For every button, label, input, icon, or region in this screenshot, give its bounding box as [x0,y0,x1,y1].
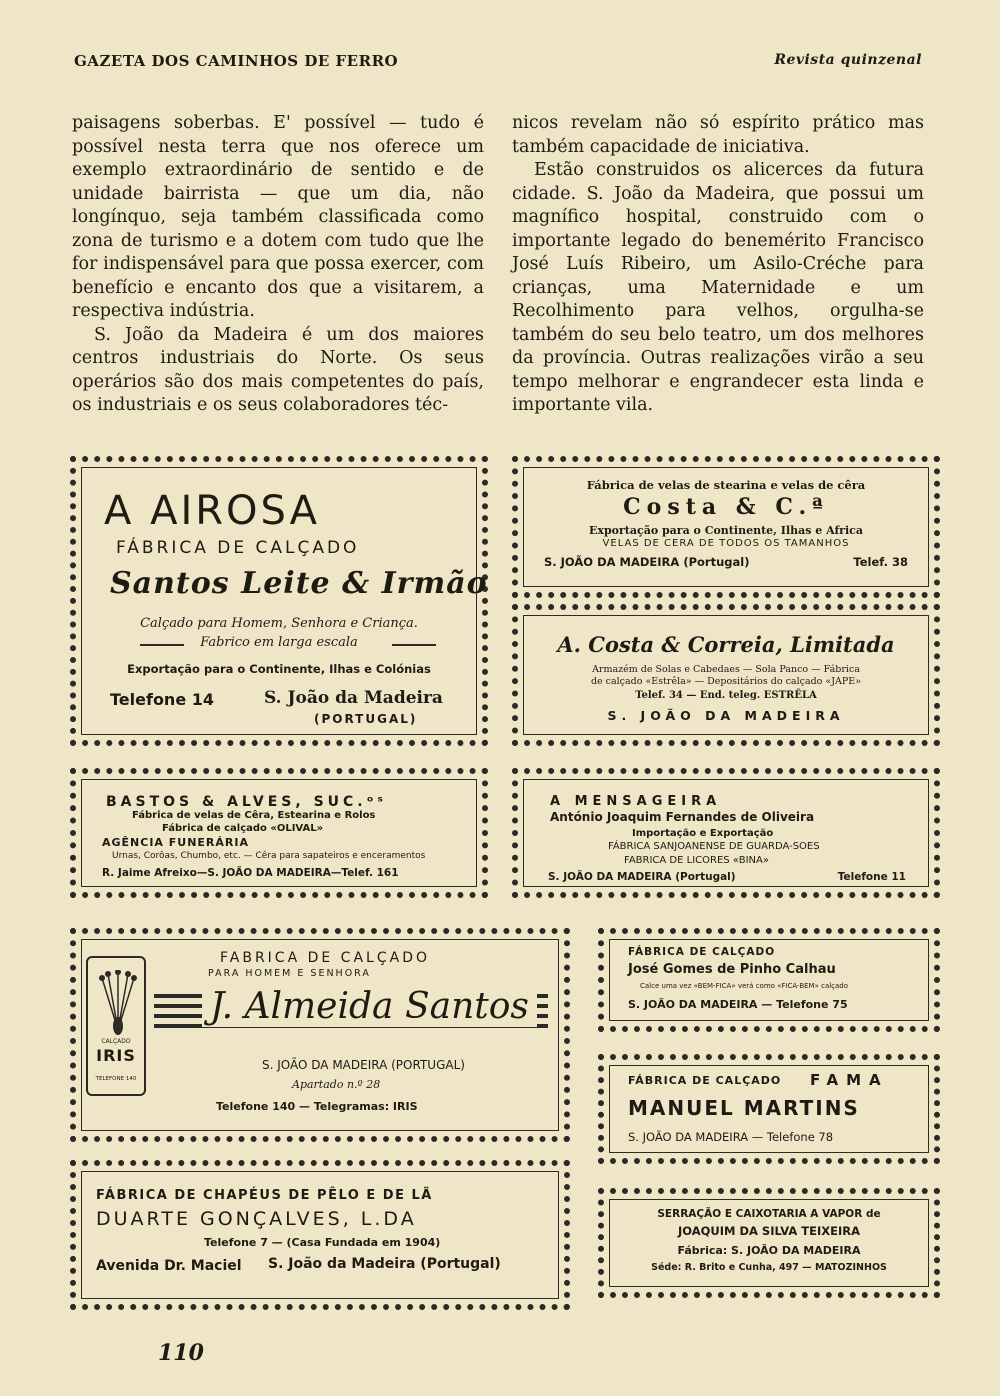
ad-line: Séde: R. Brito e Cunha, 497 — MATOZINHOS [651,1262,887,1273]
ad-brand-name: MANUEL MARTINS [628,1096,860,1120]
ad-city: S. JOÃO DA MADEIRA (Portugal) [544,555,750,569]
ad-line: Fábrica: S. JOÃO DA MADEIRA [677,1244,861,1257]
ad-line: FÁBRICA DE CALÇADO [628,1074,782,1087]
ad-brand-name: A MENSAGEIRA [550,794,722,809]
ad-brand-name: BASTOS & ALVES, SUC.ᵒˢ [106,794,387,810]
ad-costa-correia [512,604,940,746]
ad-bastos-alves [70,768,488,898]
ad-line: Armazém de Solas e Cabedaes — Sola Panco — Fábrica [592,664,860,675]
ad-city: S. JOÃO DA MADEIRA — Telefone 75 [628,998,848,1011]
ad-line: SERRAÇÃO E CAIXOTARIA A VAPOR de [657,1208,881,1220]
ad-line: Fábrica de velas de Cêra, Estearina e Rolos [132,810,376,821]
ad-line: Exportação para o Continente, Ilhas e Africa [589,524,863,537]
ad-country: (PORTUGAL) [314,712,418,726]
ad-brand: FAMA [810,1071,889,1089]
logo-brand: IRIS [96,1046,136,1065]
ad-brand-name: A. Costa & Correia, Limitada [557,632,895,657]
ad-owner: Santos Leite & Irmão [110,566,488,601]
ad-city: S. JOÃO DA MADEIRA [607,708,845,723]
ad-city: S. JOÃO DA MADEIRA (PORTUGAL) [262,1058,465,1072]
ad-line: AGÊNCIA FUNERÁRIA [102,836,249,849]
ad-line: FÁBRICA DE CALÇADO [628,946,776,958]
ad-pinho-calhau [598,928,940,1032]
ad-fama [598,1054,940,1164]
article-paragraph: Estão construidos os alicerces da futura cidade. S. João da Madeira, que possui um magnífico hospital, construido com o importante legado do benemérito Francisco José Luís Ribeiro, um Asilo-Créche para crianças, uma Maternidade e um Recolhimento para velhos, orgulha-se também do seu belo teatro, um dos melhores da província. Outras realizações virão a seu tempo melhorar e engrandecer esta linda e importante vila. [512,160,924,415]
logo-caption: TELEFONE 140 [95,1076,137,1082]
ad-export: Exportação para o Continente, Ilhas e Colónias [127,662,431,676]
peacock-icon [98,970,138,1040]
ad-line: Telefone 7 — (Casa Fundada em 1904) [204,1236,441,1249]
ad-brand-name: José Gomes de Pinho Calhau [628,962,836,977]
article-paragraph: S. João da Madeira é um dos maiores centros industriais do Norte. Os seus operários são dos mais competentes do país, os industriais e os seus colaboradores téc- [72,324,484,415]
ad-type: FÁBRICA DE CALÇADO [116,538,360,558]
ad-city: S. JOÃO DA MADEIRA — Telefone 78 [628,1130,834,1144]
ad-line: Calçado para Homem, Senhora e Criança. [140,616,418,631]
ad-brand-name: DUARTE GONÇALVES, L.DA [96,1208,417,1230]
iris-logo [86,956,146,1096]
ad-silva-teixeira [598,1188,940,1298]
ad-po-box: Apartado n.º 28 [292,1078,381,1091]
ad-a-mensageira [512,768,940,898]
article-column-left [72,112,484,418]
page-number: 110 [158,1340,204,1366]
logo-caption: CALÇADO [101,1038,131,1045]
ad-line: Fabrico em larga escala [200,635,358,650]
ad-duarte-goncalves [70,1160,570,1310]
ad-line: Calce uma vez «BEM-FICA» verá como «FICA-BEM» calçado [640,982,849,990]
ad-city: S. João da Madeira [264,688,443,708]
ad-address: Avenida Dr. Maciel [96,1258,242,1274]
ad-line: FÁBRICA DE CHAPÉUS DE PÊLO E DE LÃ [96,1188,433,1203]
article-paragraph: nicos revelam não só espírito prático mas também capacidade de iniciativa. [512,113,924,157]
ad-line: PARA HOMEM E SENHORA [208,968,371,979]
ad-phone: Telefone 11 [837,871,906,883]
ad-phone: Telefone 14 [110,690,215,709]
ad-brand-name: J. Almeida Santos [202,986,537,1027]
ad-almeida-santos [70,928,570,1142]
ad-city: S. JOÃO DA MADEIRA (Portugal) [548,871,736,883]
ad-line: Fábrica de calçado «OLIVAL» [162,823,324,834]
ad-line: FABRICA DE CALÇADO [220,950,430,966]
ad-line: de calçado «Estrêla» — Depositários do calçado «JAPE» [590,676,862,687]
ad-address: R. Jaime Afreixo—S. JOÃO DA MADEIRA—Telef. 161 [102,867,399,879]
ad-brand-name: A AIROSA [104,488,321,534]
ad-phone: Telef. 38 [853,555,908,569]
ad-line: Telef. 34 — End. teleg. ESTRÊLA [635,690,817,701]
ad-city: S. João da Madeira (Portugal) [268,1256,501,1272]
ad-line: FABRICA DE LICORES «BINA» [624,855,769,866]
ad-divider [392,644,436,646]
ad-brand-name: Costa & C.ª [623,494,829,520]
ad-a-airosa [70,456,488,746]
ad-line: FÁBRICA SANJOANENSE DE GUARDA-SOES [608,841,820,852]
ad-costa [512,456,940,598]
article-column-right [512,112,924,418]
ad-line: Urnas, Corôas, Chumbo, etc. — Cêra para sapateiros e enceramentos [112,851,426,861]
ad-line: Fábrica de velas de stearina e velas de cêra [586,478,866,492]
ad-line: VELAS DE CERA DE TODOS OS TAMANHOS [602,538,850,549]
ad-phone: Telefone 140 — Telegramas: IRIS [216,1100,418,1113]
journal-subtitle: Revista quinzenal [774,52,922,68]
journal-title: GAZETA DOS CAMINHOS DE FERRO [74,52,399,70]
ad-owner: António Joaquim Fernandes de Oliveira [550,810,815,824]
ad-line: Importação e Exportação [632,828,774,839]
article-paragraph: paisagens soberbas. E' possível — tudo é possível nesta terra que nos oferece um exemplo extraordinário de sentido e de unidade bairrista — que um dia, não longínquo, seja também classificada como zona de turismo e a dotem com tudo que lhe for indispensável para que possa exercer, com benefício e encanto dos que a visitarem, a respectiva indústria. [72,113,484,321]
ad-brand-name: JOAQUIM DA SILVA TEIXEIRA [677,1224,860,1238]
